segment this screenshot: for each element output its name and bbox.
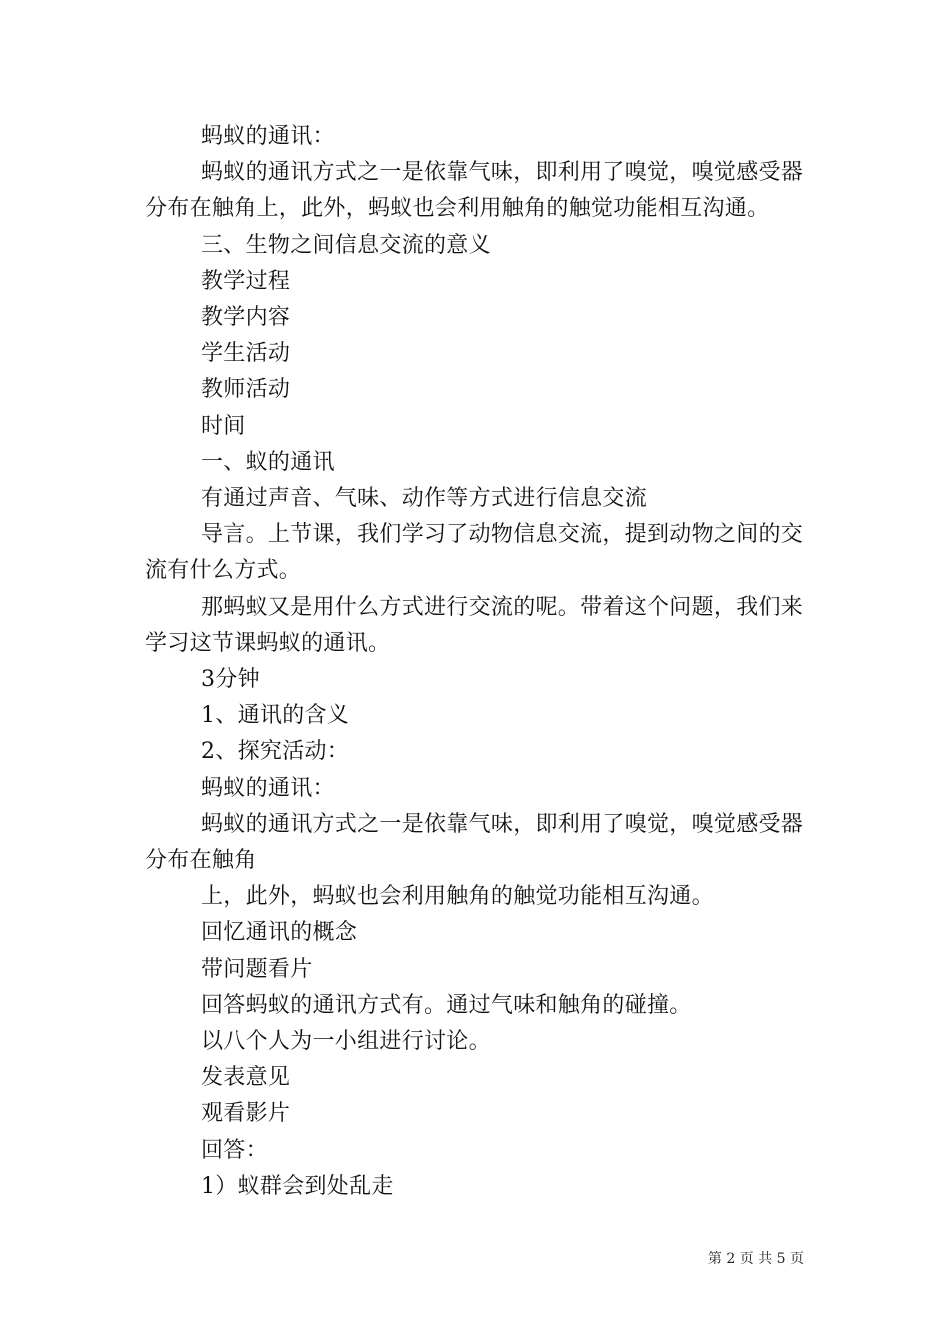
paragraph: 有通过声音、气味、动作等方式进行信息交流 <box>201 486 648 512</box>
paragraph: 上，此外，蚂蚁也会利用触角的触觉功能相互沟通。 <box>201 884 714 910</box>
paragraph: 蚂蚁的通讯方式之一是依靠气味，即利用了嗅觉，嗅觉感受器分布在触角 <box>145 811 804 874</box>
page-number: 第 2 页 共 5 页 <box>707 1251 804 1267</box>
paragraph: 教学内容 <box>201 305 291 331</box>
paragraph: 蚂蚁的通讯方式之一是依靠气味，即利用了嗅觉，嗅觉感受器分布在触角上，此外，蚂蚁也会利用触角的触觉功能相互沟通。 <box>145 160 804 222</box>
section-heading: 三、生物之间信息交流的意义 <box>201 232 491 258</box>
document-body <box>145 119 810 1205</box>
paragraph: 教学过程 <box>201 268 291 294</box>
paragraph: 回答： <box>201 1137 268 1163</box>
paragraph: 那蚂蚁又是用什么方式进行交流的呢。带着这个问题，我们来学习这节课蚂蚁的通讯。 <box>145 594 804 656</box>
paragraph: 1）蚁群会到处乱走 <box>201 1173 394 1199</box>
paragraph: 蚂蚁的通讯： <box>201 124 335 149</box>
paragraph: 回答蚂蚁的通讯方式有。通过气味和触角的碰撞。 <box>201 992 692 1018</box>
paragraph: 发表意见 <box>201 1065 291 1091</box>
section-heading: 一、蚁的通讯 <box>201 449 335 475</box>
paragraph: 回忆通讯的概念 <box>201 920 358 946</box>
paragraph: 以八个人为一小组进行讨论。 <box>201 1029 491 1055</box>
paragraph: 导言。上节课，我们学习了动物信息交流，提到动物之间的交流有什么方式。 <box>145 522 804 584</box>
paragraph: 学生活动 <box>201 341 291 367</box>
paragraph: 1、通讯的含义 <box>201 703 350 729</box>
paragraph: 观看影片 <box>201 1101 291 1127</box>
paragraph: 带问题看片 <box>201 956 313 982</box>
paragraph: 2、探究活动： <box>201 739 350 765</box>
paragraph: 时间 <box>201 413 246 439</box>
paragraph: 教师活动 <box>201 377 291 403</box>
paragraph: 3分钟 <box>201 667 260 693</box>
paragraph: 蚂蚁的通讯： <box>201 775 335 801</box>
